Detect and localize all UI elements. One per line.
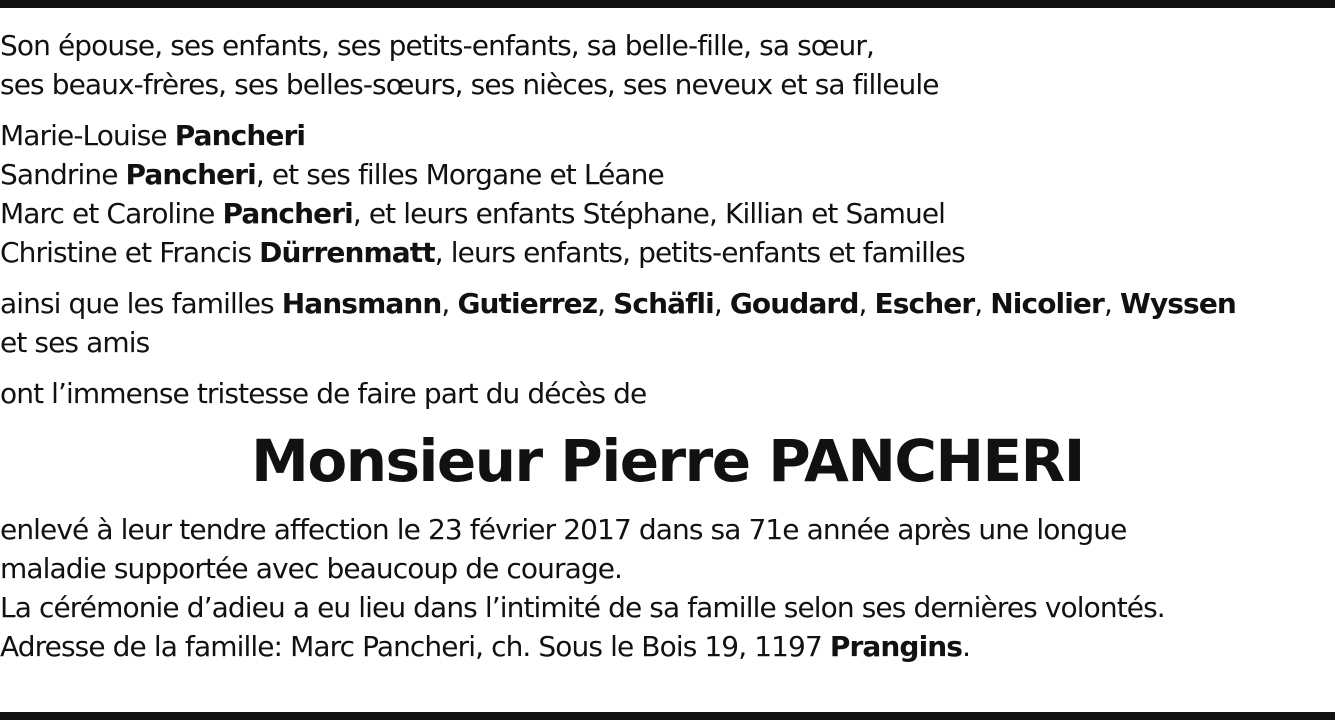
mourner-line: Christine et Francis Dürrenmatt, leurs enfants, petits-enfants et familles	[0, 236, 965, 269]
ceremony-line: La cérémonie d’adieu a eu lieu dans l’intimité de sa famille selon ses dernières volontés.	[0, 591, 1165, 624]
announcement: ont l’immense tristesse de faire part du décès de	[0, 377, 647, 410]
intro-line-2: ses beaux-frères, ses belles-sœurs, ses nièces, ses neveux et sa filleule	[0, 68, 939, 101]
details-line-1: enlevé à leur tendre affection le 23 février 2017 dans sa 71e année après une longue	[0, 513, 1127, 546]
spacer	[0, 104, 1335, 116]
mourners-list	[0, 116, 1335, 272]
mourner-line: Marc et Caroline Pancheri, et leurs enfants Stéphane, Killian et Samuel	[0, 197, 946, 230]
spacer	[0, 272, 1335, 284]
friends-line: et ses amis	[0, 326, 150, 359]
families-block	[0, 284, 1335, 362]
address-line: Adresse de la famille: Marc Pancheri, ch. Sous le Bois 19, 1197 Prangins.	[0, 630, 971, 663]
top-rule	[0, 0, 1335, 8]
details-line-2: maladie supportée avec beaucoup de courage.	[0, 552, 623, 585]
intro-block	[0, 26, 1335, 104]
mourner-line: Sandrine Pancheri, et ses filles Morgane et Léane	[0, 158, 664, 191]
bottom-rule	[0, 712, 1335, 720]
details-block	[0, 510, 1335, 666]
spacer	[0, 362, 1335, 374]
intro-line-1: Son épouse, ses enfants, ses petits-enfants, sa belle-fille, sa sœur,	[0, 29, 874, 62]
obituary-notice	[0, 26, 1335, 666]
mourner-line: Marie-Louise Pancheri	[0, 119, 306, 152]
families-line: ainsi que les familles Hansmann, Gutierrez, Schäfli, Goudard, Escher, Nicolier, Wyssen	[0, 287, 1236, 320]
deceased-name: Monsieur Pierre PANCHERI	[251, 427, 1084, 495]
